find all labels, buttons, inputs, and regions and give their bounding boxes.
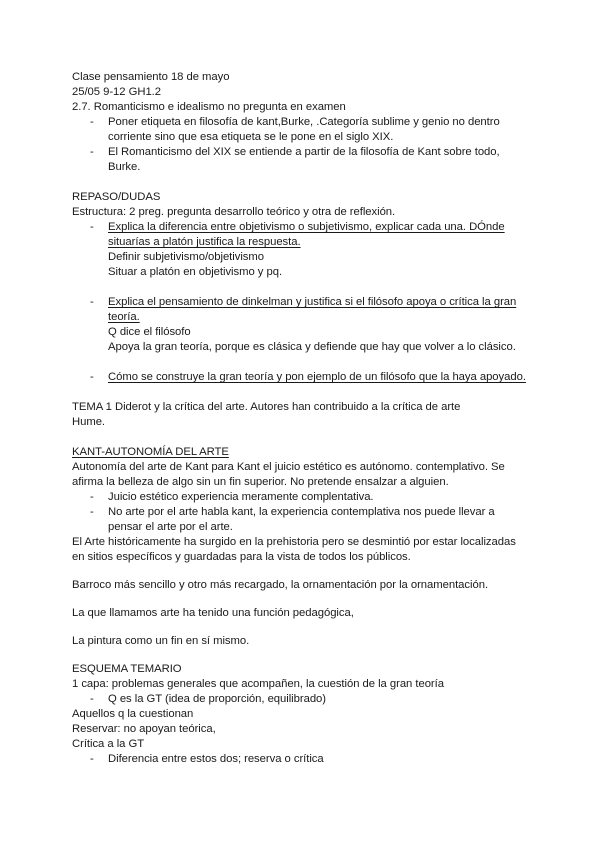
paragraph-line: Crítica a la GT	[72, 738, 145, 750]
paragraph-line: afirma la belleza de algo sin un fin superior. No pretende ensalzar a alguien.	[72, 476, 449, 488]
paragraph-line: en sitios específicos y guardadas para la vista de todos los públicos.	[72, 551, 411, 563]
paragraph-line: Autonomía del arte de Kant para Kant el juicio estético es autónomo. contemplativo. Se	[72, 461, 505, 473]
note-title: Clase pensamiento 18 de mayo	[72, 71, 230, 83]
paragraph-line: El Arte históricamente ha surgido en la prehistoria pero se desmintió por estar localizadas	[72, 536, 516, 548]
tema-1-line: TEMA 1 Diderot y la crítica del arte. Autores han contribuido a la crítica de arte	[72, 401, 461, 413]
paragraph-line: La pintura como un fin en sí mismo.	[72, 635, 250, 647]
answer-line: Q dice el filósofo	[108, 326, 191, 338]
bullet-dash: -	[90, 221, 94, 233]
answer-line: Apoya la gran teoría, porque es clásica y defiende que hay que volver a lo clásico.	[108, 341, 516, 353]
bullet-text: Juicio estético experiencia meramente complentativa.	[108, 491, 374, 503]
bullet-text-continued: corriente sino que esa etiqueta se le pone en el siglo XIX.	[108, 131, 394, 143]
bullet-dash: -	[90, 371, 94, 383]
paragraph-line: 1 capa: problemas generales que acompañen, la cuestión de la gran teoría	[72, 678, 444, 690]
bullet-text-continued: pensar el arte por el arte.	[108, 521, 233, 533]
paragraph-line: La que llamamos arte ha tenido una función pedagógica,	[72, 607, 354, 619]
question-one: Explica la diferencia entre objetivismo o subjetivismo, explicar cada una. DÓnde	[108, 221, 505, 233]
heading-repaso-dudas: REPASO/DUDAS	[72, 191, 161, 203]
bullet-dash: -	[90, 506, 94, 518]
paragraph-line: Reservar: no apoyan teórica,	[72, 723, 216, 735]
bullet-dash: -	[90, 491, 94, 503]
bullet-text: El Romanticismo del XIX se entiende a partir de la filosofía de Kant sobre todo,	[108, 146, 500, 158]
question-three: Cómo se construye la gran teoría y pon ejemplo de un filósofo que la haya apoyado.	[108, 371, 526, 383]
heading-esquema-temario: ESQUEMA TEMARIO	[72, 663, 182, 675]
bullet-dash: -	[90, 693, 94, 705]
note-date-line: 25/05 9-12 GH1.2	[72, 86, 162, 98]
question-one-continued: situarías a platón justifica la respuesta.	[108, 236, 301, 248]
answer-line: Definir subjetivismo/objetivismo	[108, 251, 264, 263]
bullet-dash: -	[90, 146, 94, 158]
question-two: Explica el pensamiento de dinkelman y justifica si el filósofo apoya o crítica la gran	[108, 296, 517, 308]
answer-line: Situar a platón en objetivismo y pq.	[108, 266, 283, 278]
heading-kant-autonomia: KANT-AUTONOMÍA DEL ARTE	[72, 446, 229, 458]
question-two-continued: teoría.	[108, 311, 140, 323]
paragraph-line: Barroco más sencillo y otro más recargado, la ornamentación por la ornamentación.	[72, 579, 489, 591]
bullet-text: Diferencia entre estos dos; reserva o crítica	[108, 753, 324, 765]
bullet-dash: -	[90, 116, 94, 128]
bullet-dash: -	[90, 296, 94, 308]
paragraph-line: Aquellos q la cuestionan	[72, 708, 194, 720]
note-section-2-7: 2.7. Romanticismo e idealismo no pregunta en examen	[72, 101, 346, 113]
structure-line: Estructura: 2 preg. pregunta desarrollo teórico y otra de reflexión.	[72, 206, 396, 218]
bullet-dash: -	[90, 753, 94, 765]
bullet-text: Poner etiqueta en filosofía de kant,Burke, .Categoría sublime y genio no dentro	[108, 116, 500, 128]
bullet-text-continued: Burke.	[108, 161, 141, 173]
bullet-text: No arte por el arte habla kant, la experiencia contemplativa nos puede llevar a	[108, 506, 495, 518]
bullet-text: Q es la GT (idea de proporción, equilibrado)	[108, 693, 327, 705]
tema-1-line-continued: Hume.	[72, 416, 106, 428]
